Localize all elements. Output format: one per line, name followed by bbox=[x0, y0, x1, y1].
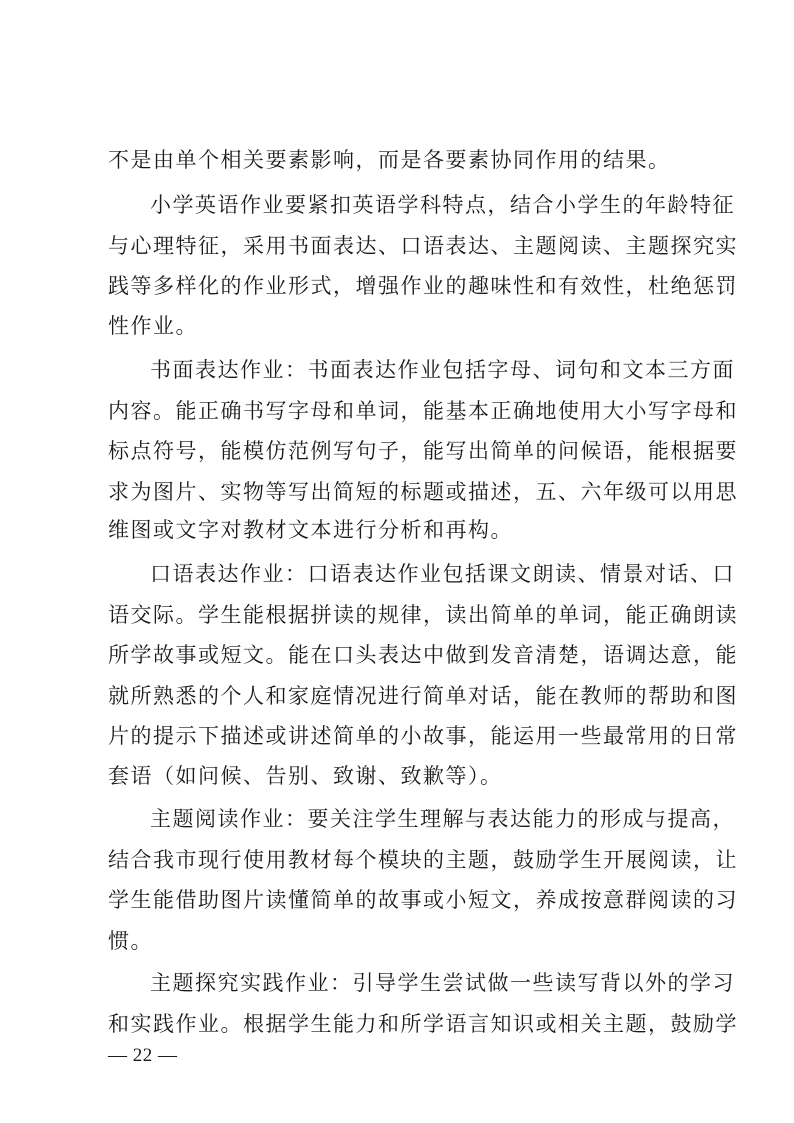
text-line-15: 片的提示下描述或讲述简单的小故事，能运用一些最常用的日常 bbox=[108, 724, 738, 748]
text-line-6: 书面表达作业：书面表达作业包括字母、词句和文本三方面 bbox=[150, 358, 735, 382]
text-line-10: 维图或文字对教材文本进行分析和再构。 bbox=[108, 518, 513, 542]
text-line-7: 内容。能正确书写字母和单词，能基本正确地使用大小写字母和 bbox=[108, 399, 738, 423]
text-line-19: 学生能借助图片读懂简单的故事或小短文，养成按意群阅读的习 bbox=[108, 888, 738, 912]
text-line-5: 性作业。 bbox=[108, 314, 198, 338]
text-line-9: 求为图片、实物等写出简短的标题或描述，五、六年级可以用思 bbox=[108, 480, 738, 504]
text-line-22: 和实践作业。根据学生能力和所学语言知识或相关主题，鼓励学 bbox=[108, 1012, 738, 1036]
text-line-1: 不是由单个相关要素影响，而是各要素协同作用的结果。 bbox=[108, 148, 671, 172]
page-number: — 22 — bbox=[108, 1045, 178, 1066]
text-line-3: 与心理特征，采用书面表达、口语表达、主题阅读、主题探究实 bbox=[108, 234, 738, 258]
text-line-18: 结合我市现行使用教材每个模块的主题，鼓励学生开展阅读，让 bbox=[108, 848, 738, 872]
text-line-20: 惯。 bbox=[108, 929, 153, 953]
text-line-2: 小学英语作业要紧扣英语学科特点，结合小学生的年龄特征 bbox=[150, 193, 735, 217]
text-line-17: 主题阅读作业：要关注学生理解与表达能力的形成与提高， bbox=[150, 807, 735, 831]
text-line-16: 套语（如问候、告别、致谢、致歉等）。 bbox=[108, 764, 503, 788]
text-line-14: 就所熟悉的个人和家庭情况进行简单对话，能在教师的帮助和图 bbox=[108, 684, 738, 708]
text-line-13: 所学故事或短文。能在口头表达中做到发音清楚，语调达意，能 bbox=[108, 643, 738, 667]
text-line-11: 口语表达作业：口语表达作业包括课文朗读、情景对话、口 bbox=[150, 562, 735, 586]
text-line-4: 践等多样化的作业形式，增强作业的趣味性和有效性，杜绝惩罚 bbox=[108, 274, 738, 298]
text-line-21: 主题探究实践作业：引导学生尝试做一些读写背以外的学习 bbox=[150, 971, 735, 995]
text-line-8: 标点符号，能模仿范例写句子，能写出简单的问候语，能根据要 bbox=[108, 439, 738, 463]
text-line-12: 语交际。学生能根据拼读的规律，读出简单的单词，能正确朗读 bbox=[108, 603, 738, 627]
